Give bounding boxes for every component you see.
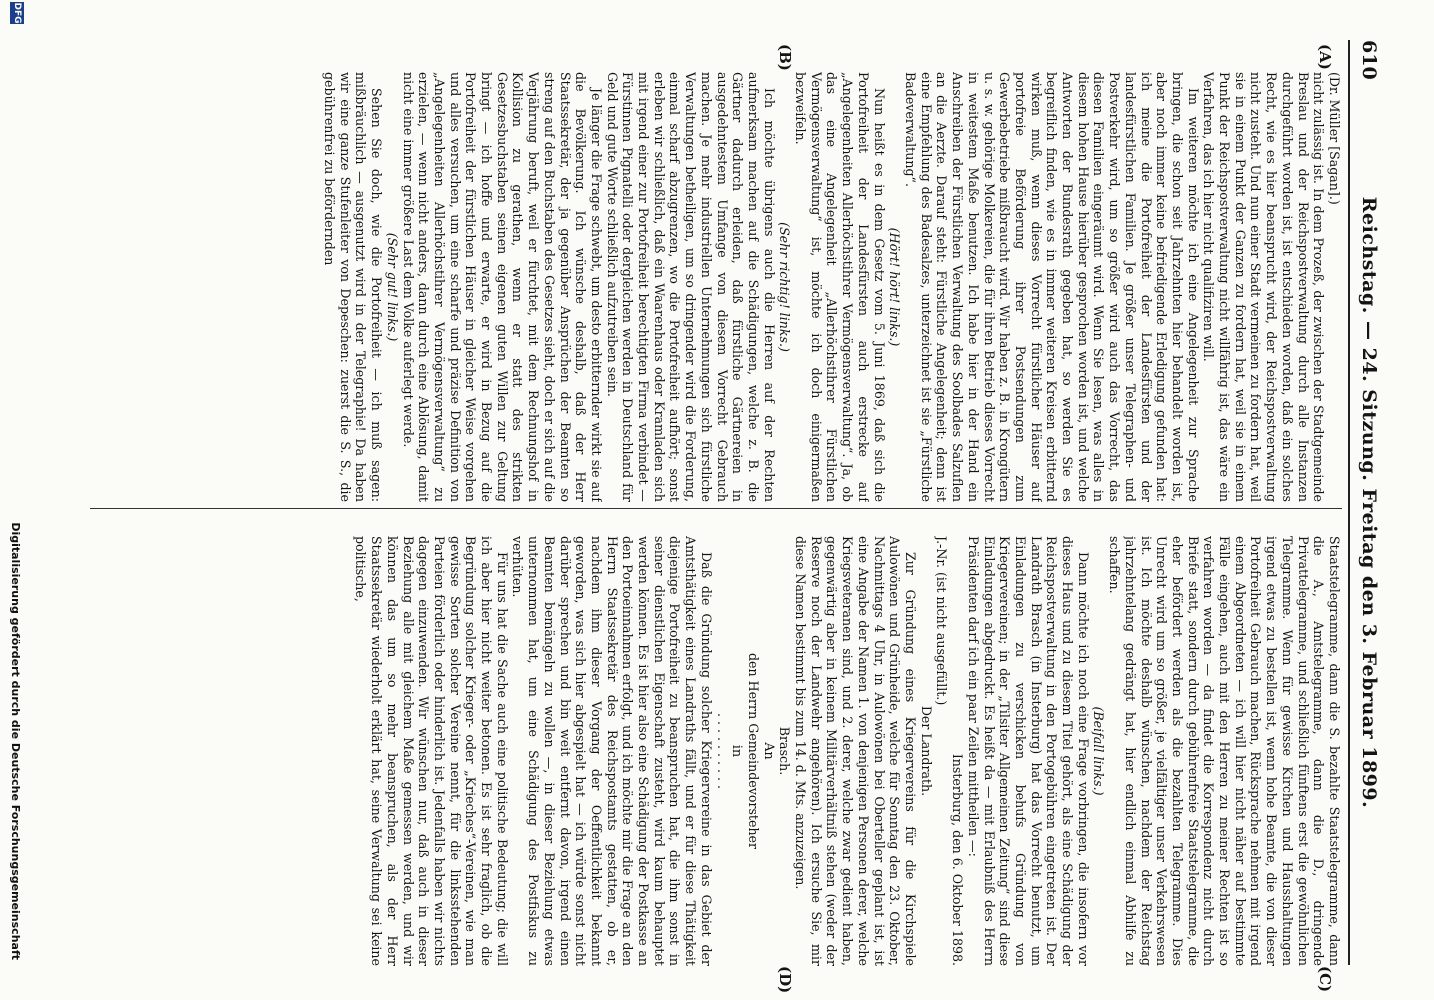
left-column-paragraph: (Dr. Müller [Sagan].)	[1327, 72, 1342, 205]
right-column-paragraph: den Herrn Gemeindevorsteher	[745, 652, 761, 850]
right-column-paragraph: An	[761, 742, 777, 760]
margin-mark-b: (B)	[776, 44, 794, 71]
left-column-paragraph: Ich möchte übrigens auch die Herren auf der Rechten aufmerksam machen auf die Schädigungen, welche z. B. die Gärtner dadurch erleiden, daß fürstliche Gärtnereien in ausgedehntestem Umfange von diesem Vorrecht Gebrauch machen. Je mehr industriellen Unternehmungen sich fürstliche Verwaltungen betheiligen, um so dringender wird die Forderung, einmal scharf abzugrenzen, wo die Portofreiheit aufhört; sonst erleben wir schließlich, daß ein Waarenhaus oder Kramladen sich mit irgend einer zur Portofreiheit berechtigten Firma verbindet — Fürstinnen Pignatelli oder dergleichen werden in Deutschland für Geld und gute Worte schließlich aufzutreiben sein.	[604, 72, 777, 502]
page-number: 610	[1358, 40, 1380, 80]
right-column-paragraph: Zur Gründung eines Kriegervereins für die Kirchspiele Aulowönen und Grünheide, welche für Sonntag den 23. Oktober, Nachmittags 4 Uhr, in Aulowönen bei Oberteller geplant ist, ist eine Angabe der Namen 1. von denjenigen Personen derer, welche Kriegsveteranen sind, und 2. derer, welche zwar gedient haben, gegenwärtig aber in keinem Militärverhältniß stehen (weder der Reserve noch der Landwehr angehören). Ich ersuche Sie, mir diese Namen bestimmt bis zum 14. d. Mts. anzuzeigen.	[793, 536, 919, 966]
right-column-paragraph: Dann möchte ich noch eine Frage vorbringen, die insofern vor dieses Haus und zu diesem Titel gehört, als eine Schädigung der Reichspostverwaltung in den Portogebühren eingetreten ist. Der Landrath Brasch (in Insterburg) hat das Vorrecht benutzt, um Einladungen zu verschicken behufs Gründung von Kriegervereinen; in der „Tilsiter Allgemeinen Zeitung“ sind diese Einladungen abgedruckt. Es heißt da — mit Erlaubniß des Herrn Präsidenten darf ich ein paar Zeilen mittheilen —:	[965, 536, 1091, 966]
right-column-paragraph: (Beifall links.)	[1091, 706, 1107, 796]
right-column-paragraph: . . . . . . . . . .	[714, 712, 730, 790]
right-text-column	[90, 536, 1342, 966]
margin-mark-c: (C)	[1316, 966, 1334, 993]
digitization-note: Digitalisierung gefördert durch die Deutsche Forschungsgemeinschaft	[9, 522, 22, 960]
right-column-paragraph: in	[730, 744, 746, 758]
right-column-paragraph: Für uns hat die Sache auch eine politische Bedeutung; die will ich aber hier nicht weiter betonen. Es ist sehr fraglich, ob die Begründung solcher Krieger- oder „Krieches“-Vereinen, wie man gewisse Sorten solcher Vereine nennt, für die linksstehenden Parteien förderlich oder hinderlich ist. Jedenfalls haben wir nichts dagegen einzuwenden. Wir wünschen nur, daß auch in dieser Beziehung alle mit gleichem Maße gemessen werden, und wir können das um so mehr beanspruchen, als der Herr Staatssekretär wiederholt erklärt hat, seine Verwaltung sei keine politische,	[353, 536, 510, 966]
left-text-column	[90, 72, 1342, 502]
left-column-paragraph: Nun heißt es in dem Gesetz vom 5. Juni 1869, daß sich die Portofreiheit der Landesfürsten auch erstrecke auf „Angelegenheiten Allerhöchstihrer Vermögensverwaltung“. Ja, ob das eine Angelegenheit „Allerhöchstihrer Fürstlichen Vermögensverwaltung“ ist, möchte ich doch einigermaßen bezweifeln.	[793, 72, 887, 502]
page-header	[1348, 40, 1386, 965]
column-divider	[90, 508, 1342, 509]
right-column-paragraph: Der Landrath.	[918, 705, 934, 797]
right-column-paragraph: Insterburg, den 6. Oktober 1898.	[950, 753, 966, 966]
right-column-paragraph: Brasch.	[777, 726, 793, 776]
page-title: Reichstag. — 24. Sitzung. Freitag den 3. Februar 1899.	[1358, 196, 1380, 809]
margin-mark-a: (A)	[1316, 44, 1334, 70]
left-column-paragraph: Im weiteren möchte ich eine Angelegenheit zur Sprache bringen, die schon seit Jahrzehnten hier behandelt worden ist, aber noch immer keine befriedigende Erledigung gefunden hat: ich meine die Portofreiheit der Landesfürsten und der landesfürstlichen Familien. Je größer unser Telegraphen- und Postverkehr wird, um so größer wird auch das Vorrecht, das diesen Familien eingeräumt wird. Wenn Sie lesen, was alles in diesem hohen Hause hierüber gesprochen worden ist, und welche Antworten der Bundesrath gegeben hat, so werden Sie es begreiflich finden, wie es in immer weiteren Kreisen erbitternd wirken muß, wenn dieses Vorrecht fürstlicher Häuser auf portofreie Beförderung ihrer Postsendungen zum Gewerbebetriebe mißbraucht wird. Wir haben z. B. in Krongütern u. s. w. gehörige Molkereien, die für ihren Betrieb dieses Vorrecht in weitestem Maße benutzen. Ich habe hier in der Hand ein Anschreiben der Fürstlichen Verwaltung des Soolbades Salzuflen an die Aerzte. Darauf steht: Fürstliche Angelegenheit; denn ist eine Empfehlung des Badesalzes, unterzeichnet ist sie „Fürstliche Badeverwaltung“.	[903, 72, 1201, 502]
left-column-paragraph: nicht zulässig ist. In dem Prozeß, der zwischen der Stadtgemeinde Breslau und der Reichspostverwaltung durch alle Instanzen durchgeführt worden ist, ist entschieden worden, daß ein solches Recht, wie es hier beansprucht wird, der Reichspostverwaltung nicht zusteht. Und nun einer Stadt vermeinen zu fordern hat, weil sie in einem Punkt der Ganzen zu fordern hat, weil sie in einem Punkt der Reichspostverwaltung nicht willfährig ist, das wäre ein Verfahren, das ich hier nicht qualifiziren will.	[1201, 72, 1327, 502]
left-column-paragraph: Je länger die Frage schwebt, um desto erbitternder wirkt sie auf die Bevölkerung. Ich wünsche deshalb, daß der Herr Staatssekretär, der ja gegenüber Ansprüchen der Beamten so streng auf den Buchstaben des Gesetzes sieht, doch er sich auf die Verjährung beruft, weil er fürchtet, mit dem Rechnungshof in Kollision zu gerathen, wenn er statt des strikten Gesetzesbuchstaben seinen eigenen guten Willen zur Geltung bringt — ich hoffe und erwarte, er wird in Bezug auf die Portofreiheit der fürstlichen Häuser in gleicher Weise vorgehen und alles versuchen, um eine scharfe und präzise Definition von „Angelegenheiten Allerhöchstihrer Vermögensverwaltung“ zu erzielen, — wenn nicht anders, dann durch eine Ablösung, damit nicht eine immer größere Last dem Volke auferlegt werde.	[400, 72, 604, 502]
left-column-paragraph: (Hört! hört! links.)	[887, 227, 903, 347]
margin-mark-d: (D)	[776, 966, 794, 994]
left-column-paragraph: (Sehr richtig! links.)	[777, 222, 793, 352]
right-column-paragraph: Daß die Gründung solcher Kriegervereine in das Gebiet der Amtsthätigkeit eines Landraths fällt, und er für diese Thätigkeit diejenige Portofreiheit zu beanspruchen hat, die ihm sonst in seiner dienstlichen Eigenschaft zusteht, wird kaum behauptet werden können. Es ist hier also eine Schädigung der Postkasse an den Portoeinnahmen erfolgt, und ich möchte mir die Frage an den Herrn Staatssekretär des Reichspostamts gestatten, ob er, nachdem ihm dieser Vorgang der Oeffentlichkeit bekannt geworden, was sich hier abgespielt hat — ich würde sonst nicht darüber sprechen und bin weit entfernt davon, irgend einen Beamten bemängeln zu wollen —, in dieser Beziehung etwas unternommen hat, um eine Schädigung des Postfiskus zu verhüten.	[510, 536, 714, 966]
dfg-logo: DFG	[12, 2, 22, 24]
right-column-paragraph: Staatstelegramme, dann die S. bezahlte Staatstelegramme, dann die A., Amtstelegramme, dann die D., dringende Privattelegramme, und schließlich fünftens erst die gewöhnlichen Telegramme. Wenn für gewisse Kirchen und Hausshaltungen irgend etwas zu bestellen ist, wenn hohe Beamte, die von dieser Portofreiheit Gebrauch machen, Rücksprache nehmen mit irgend einem Abgeordneten — ich will hier nicht näher auf bestimmte Fälle eingehen, auch mit den Herren zu meiner Rechten ist so verfahren worden — da findet die Korrespondenz nicht durch Briefe statt, sondern durch gebührenfreie Staatstelegramme, die eher befördert werden als die bezahlten Telegramme. Dies Unrecht wird um so größer, je vielfältiger unser Verkehrswesen ist. Ich möchte deshalb wünschen, nachdem der Reichstag jahrzehntelang gedrängt hat, hier endlich einmal Abhilfe zu schaffen.	[1107, 536, 1342, 966]
left-column-paragraph: (Sehr gut! links.)	[384, 232, 400, 342]
left-column-paragraph: Sehen Sie doch, wie die Portofreiheit — ich muß sagen: mißbräuchlich — ausgenutzt wird in der Telegraphie! Da haben wir eine ganze Stufenleiter von Depeschen: zuerst die S. S., die gebührenfrei zu befördernden	[322, 72, 385, 502]
right-column-paragraph: J.-Nr. (ist nicht ausgefüllt.)	[934, 536, 950, 706]
